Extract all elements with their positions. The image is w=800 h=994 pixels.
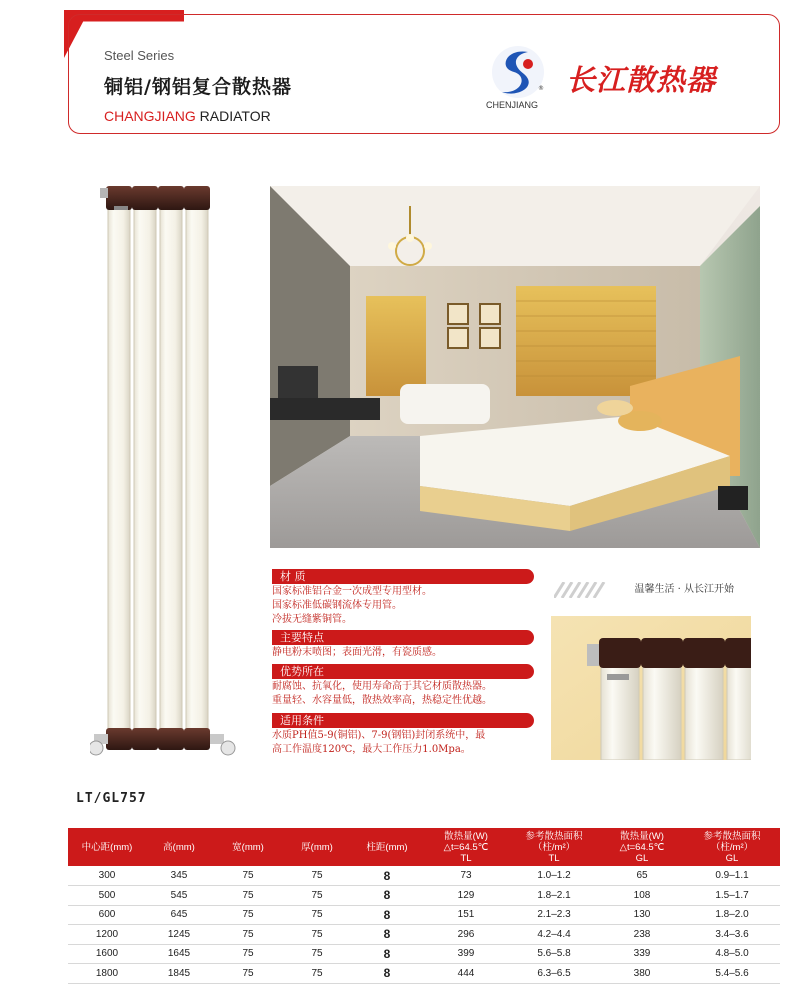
feature-text: 国家标准铝合金一次成型专用型材。 国家标准低碳钢流体专用管。 冷拔无缝紫铜管。	[272, 586, 432, 625]
page-subtitle	[104, 108, 271, 124]
col-header: 散热量(W) △t=64.5℃ GL	[600, 828, 684, 866]
table-header-row	[68, 828, 780, 866]
brand-name-en: CHENJIANG	[486, 100, 539, 110]
feature-text: 水质PH值5-9(铜铝)、7-9(钢铝)封闭系统中，最 高工作温度120℃，最大工作压力1.0Mpa。	[272, 730, 486, 755]
table-row: 600 645 75 75 8 151 2.1–2.3 130 1.8–2.0	[68, 905, 780, 925]
feature-material	[272, 569, 534, 627]
subtitle-brand: CHANGJIANG	[104, 108, 196, 124]
col-header: 高(mm)	[146, 828, 212, 866]
col-header: 柱距(mm)	[350, 828, 424, 866]
table-row: 1600 1645 75 75 8 399 5.6–5.8 339 4.8–5.0	[68, 944, 780, 964]
col-header: 参考散热面积 （柱/m²） GL	[684, 828, 780, 866]
bedroom-photo	[270, 186, 760, 548]
table-row: 1800 1845 75 75 8 444 6.3–6.5 380 5.4–5.6	[68, 964, 780, 984]
model-number: LT/GL757	[76, 791, 147, 806]
slogan: 温馨生活 · 从长江开始	[634, 584, 734, 595]
feature-advantages	[272, 664, 534, 708]
feature-conditions	[272, 713, 534, 757]
page-title: 铜铝/钢铝复合散热器	[104, 76, 292, 98]
radiator-detail-photo	[551, 616, 751, 760]
feature-title: 优势所在	[272, 664, 534, 679]
series-label: Steel Series	[104, 48, 175, 63]
col-header: 厚(mm)	[284, 828, 350, 866]
table-row: 500 545 75 75 8 129 1.8–2.1 108 1.5–1.7	[68, 886, 780, 906]
col-header: 散热量(W) △t=64.5℃ TL	[424, 828, 508, 866]
table-row: 300 345 75 75 8 73 1.0–1.2 65 0.9–1.1	[68, 866, 780, 886]
col-header: 宽(mm)	[212, 828, 284, 866]
brand-name-cn: 长江散热器	[566, 63, 717, 97]
feature-characteristics	[272, 630, 534, 660]
col-header: 参考散热面积 （柱/m²） TL	[508, 828, 600, 866]
radiator-product-image	[90, 182, 240, 762]
svg-text:®: ®	[538, 85, 544, 92]
col-header: 中心距(mm)	[68, 828, 146, 866]
table-row: 1200 1245 75 75 8 296 4.2–4.4 238 3.4–3.6	[68, 925, 780, 945]
subtitle-rest: RADIATOR	[195, 108, 271, 124]
feature-title: 材 质	[272, 569, 534, 584]
feature-title: 适用条件	[272, 713, 534, 728]
feature-text: 静电粉末喷图；表面光滑，有瓷质感。	[272, 647, 442, 658]
feature-title: 主要特点	[272, 630, 534, 645]
feature-text: 耐腐蚀、抗氧化，使用寿命高于其它材质散热器。 重量轻、水容量低，散热效率高，热稳定性优越。	[272, 681, 492, 706]
spec-table	[68, 828, 780, 984]
brand-logo-icon	[488, 42, 548, 102]
